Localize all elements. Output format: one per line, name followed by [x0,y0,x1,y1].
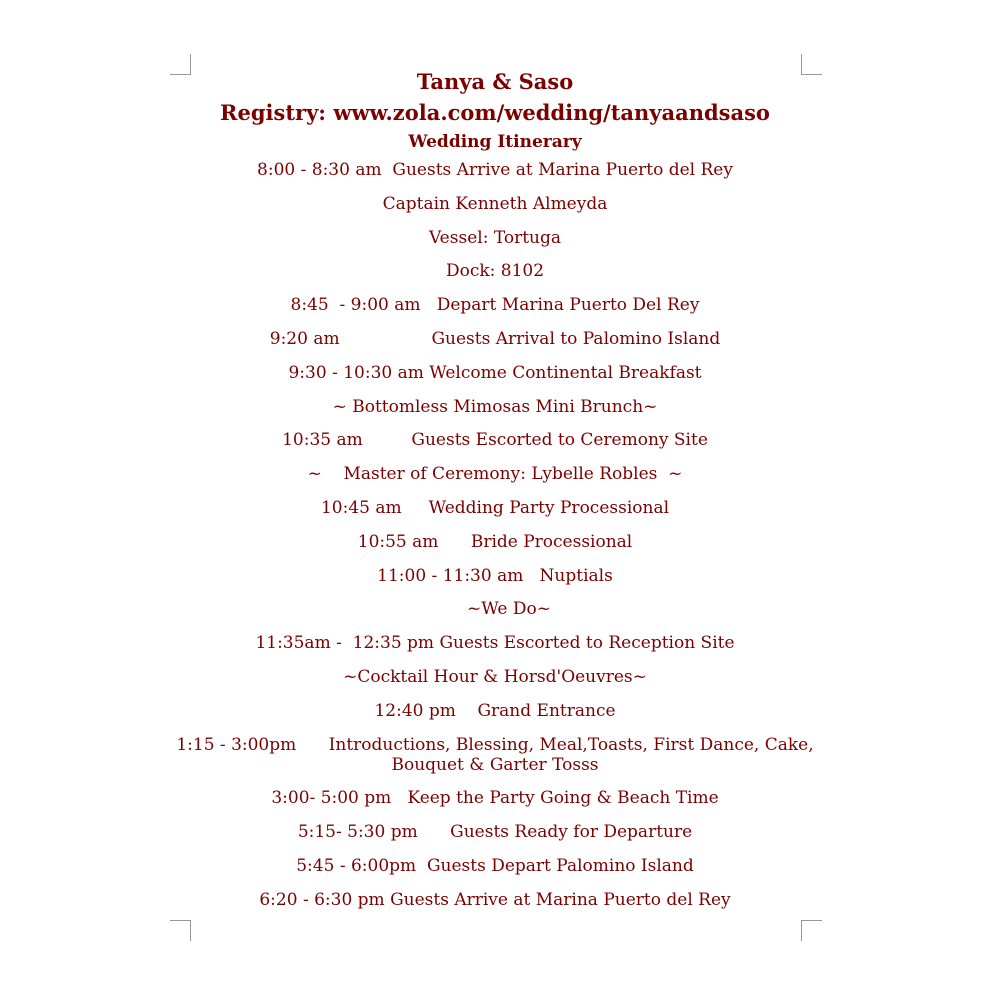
schedule-item-party-processional: 10:45 am Wedding Party Processional [320,497,670,518]
schedule-item-breakfast: 9:30 - 10:30 am Welcome Continental Breakfast [288,362,702,383]
schedule-item-nuptials: 11:00 - 11:30 am Nuptials [377,565,613,586]
itinerary-title: Wedding Itinerary [408,132,582,152]
schedule-item-reception-program: 1:15 - 3:00pm Introductions, Blessing, Meal,Toasts, First Dance, Cake, Bouquet & Garter Tosss [176,734,820,775]
schedule-item-master-of-ceremony: ~ Master of Ceremony: Lybelle Robles ~ [307,464,683,485]
couple-names: Tanya & Saso [416,69,574,94]
schedule-item-ready-departure: 5:15- 5:30 pm Guests Ready for Departure [297,822,693,843]
schedule-item-arrival-island: 9:20 am Guests Arrival to Palomino Island [269,328,721,349]
schedule-item-dock: Dock: 8102 [445,261,545,282]
crop-mark-top-left [170,54,191,75]
schedule-item-arrive-marina: 6:20 - 6:30 pm Guests Arrive at Marina Puerto del Rey [259,889,731,910]
schedule-item-reception-escort: 11:35am - 12:35 pm Guests Escorted to Reception Site [255,633,735,654]
schedule-list [176,160,820,910]
schedule-item-ceremony-escort: 10:35 am Guests Escorted to Ceremony Site [282,430,708,451]
registry-link: Registry: www.zola.com/wedding/tanyaandsaso [220,100,770,125]
schedule-item-depart-marina: 8:45 - 9:00 am Depart Marina Puerto Del Rey [290,295,700,316]
schedule-item-depart-island: 5:45 - 6:00pm Guests Depart Palomino Island [296,855,694,876]
itinerary-content [176,66,820,924]
schedule-item-arrival: 8:00 - 8:30 am Guests Arrive at Marina Puerto del Rey [257,160,733,180]
schedule-item-brunch: ~ Bottomless Mimosas Mini Brunch~ [332,396,658,417]
schedule-item-bride-processional: 10:55 am Bride Processional [357,531,633,552]
schedule-item-beach-time: 3:00- 5:00 pm Keep the Party Going & Beach Time [271,788,719,809]
schedule-item-we-do: ~We Do~ [467,599,551,620]
crop-mark-bottom-right [801,920,822,941]
crop-mark-bottom-left [170,920,191,941]
schedule-item-cocktail-hour: ~Cocktail Hour & Horsd'Oeuvres~ [343,666,647,687]
crop-mark-top-right [801,54,822,75]
schedule-item-vessel: Vessel: Tortuga [428,227,562,248]
schedule-item-grand-entrance: 12:40 pm Grand Entrance [374,700,616,721]
schedule-item-captain: Captain Kenneth Almeyda [382,193,608,214]
